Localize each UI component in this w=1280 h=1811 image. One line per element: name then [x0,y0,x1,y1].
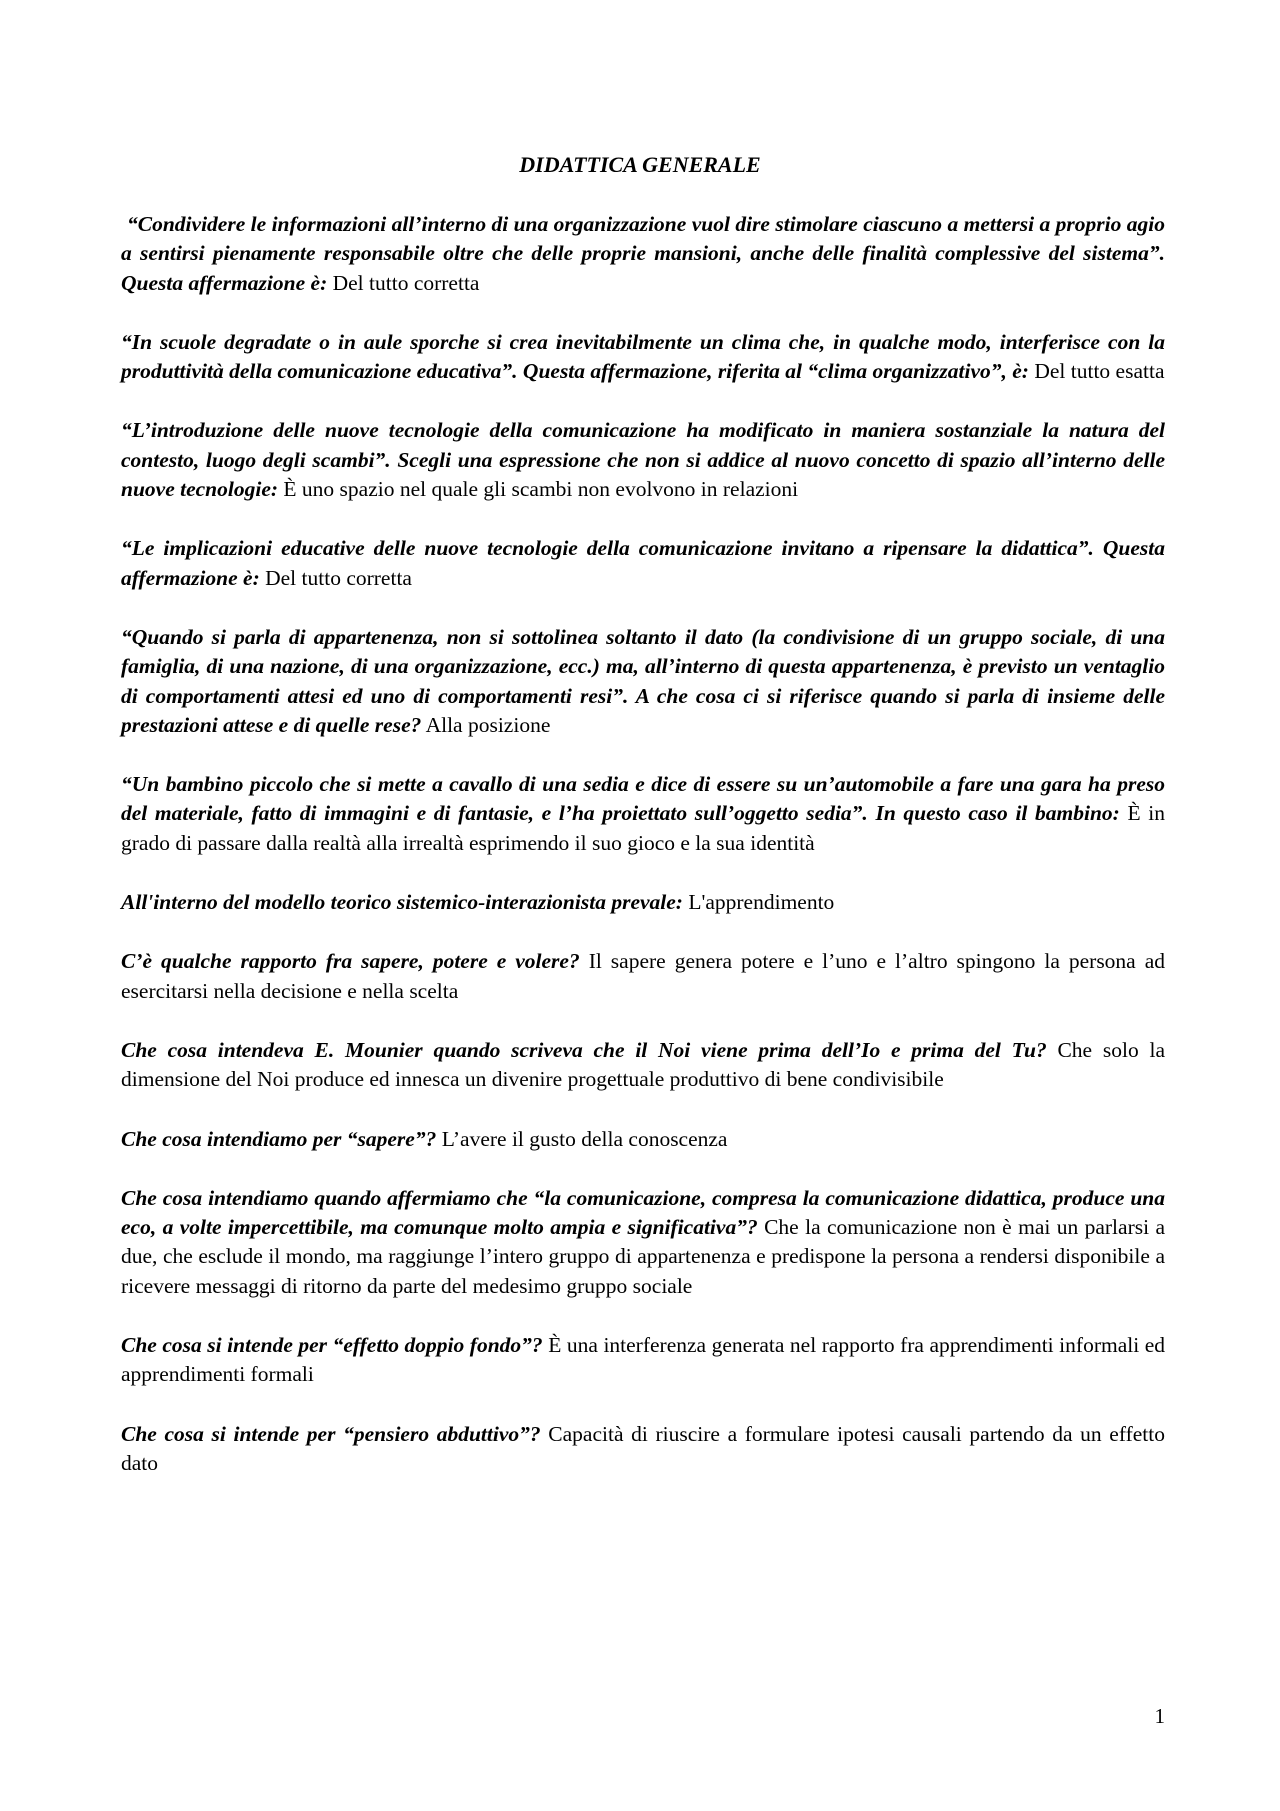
answer-text: È una interferenza generata nel rapporto fra apprendimenti informali ed apprendimenti formali [121,1333,1166,1387]
qa-item-9 [121,1036,1165,1095]
question-text: Che cosa intendeva E. Mounier quando scriveva che il Noi viene prima dell’Io e prima del Tu? [121,1037,1047,1062]
question-text: “Le implicazioni educative delle nuove tecnologie della comunicazione invitano a ripensare la didattica”. Questa affermazione è: [121,536,1165,590]
qa-list [121,210,1165,1508]
question-text: All'interno del modello teorico sistemico-interazionista prevale: [121,890,683,915]
qa-item-13 [121,1420,1165,1479]
qa-item-6 [121,770,1165,858]
question-text: “In scuole degradate o in aule sporche si crea inevitabilmente un clima che, in qualche modo, interferisce con la produttività della comunicazione educativa”. Questa affermazione, riferita al “clima organizzativo”, è: [121,329,1165,384]
qa-item-8 [121,947,1165,1006]
answer-text: È in grado di passare dalla realtà alla irrealtà esprimendo il suo gioco e la sua identità [121,801,1165,855]
document-title: DIDATTICA GENERALE [519,152,761,177]
answer-text: Del tutto esatta [1034,359,1165,384]
qa-item-1 [121,210,1165,298]
question-text: “L’introduzione delle nuove tecnologie della comunicazione ha modificato in maniera sostanziale la natura del contesto, luogo degli scambi”. Scegli una espressione che non si addice al nuovo concetto di spazio all’interno delle nuove tecnologie: [121,418,1165,502]
qa-item-5 [121,623,1165,740]
question-text: “Quando si parla di appartenenza, non si sottolinea soltanto il dato (la condivisione di un gruppo sociale, di una famiglia, di una nazione, di una organizzazione, ecc.) ma, all’interno di questa appartenenza, è previsto un ventaglio di comportamenti attesi ed uno di comportamenti resi”. A che cosa ci si riferisce quando si parla di insieme delle prestazioni attese e di quelle rese? [121,624,1165,737]
answer-text: Che solo la dimensione del Noi produce ed innesca un divenire progettuale produttivo di bene condivisibile [121,1037,1165,1092]
question-text: C’è qualche rapporto fra sapere, potere e volere? [121,949,580,974]
qa-item-10 [121,1125,1165,1154]
qa-item-11 [121,1184,1165,1301]
answer-text: Alla posizione [425,712,551,737]
question-text: Che cosa si intende per “pensiero abduttivo”? [121,1421,541,1446]
question-text: Che cosa si intende per “effetto doppio fondo”? [121,1333,543,1358]
answer-text: Che la comunicazione non è mai un parlarsi a due, che esclude il mondo, ma raggiunge l’intero gruppo di appartenenza e predispone la persona a rendersi disponibile a ricevere messaggi di ritorno da parte del medesimo gruppo sociale [121,1215,1166,1298]
qa-item-12 [121,1331,1165,1390]
qa-item-7 [121,888,1165,917]
answer-text: Capacità di riuscire a formulare ipotesi causali partendo da un effetto dato [121,1421,1166,1475]
question-text: “Condividere le informazioni all’interno di una organizzazione vuol dire stimolare ciascuno a mettersi a proprio agio a sentirsi pienamente responsabile oltre che delle proprie mansioni, anche delle finalità complessive del sistema”. Questa affermazione è: [121,212,1165,295]
answer-text: L'apprendimento [688,890,835,915]
question-text: Che cosa intendiamo per “sapere”? [121,1126,437,1151]
answer-text: È uno spazio nel quale gli scambi non evolvono in relazioni [283,477,799,502]
answer-text: Del tutto corretta [332,270,480,295]
qa-item-3 [121,416,1165,504]
answer-text: Del tutto corretta [265,565,412,590]
answer-text: Il sapere genera potere e l’uno e l’altro spingono la persona ad esercitarsi nella decisione e nella scelta [121,949,1165,1003]
answer-text: L’avere il gusto della conoscenza [441,1126,728,1151]
question-text: Che cosa intendiamo quando affermiamo che “la comunicazione, compresa la comunicazione didattica, produce una eco, a volte impercettibile, ma comunque molto ampia e significativa”? [121,1185,1165,1240]
question-text: “Un bambino piccolo che si mette a cavallo di una sedia e dice di essere su un’automobile a fare una gara ha preso del materiale, fatto di immagini e di fantasie, e l’ha proiettato sull’oggetto sedia”. In questo caso il bambino: [121,772,1165,826]
qa-item-2 [121,328,1165,387]
qa-item-4 [121,534,1165,593]
page-number: 1 [1154,1704,1165,1728]
